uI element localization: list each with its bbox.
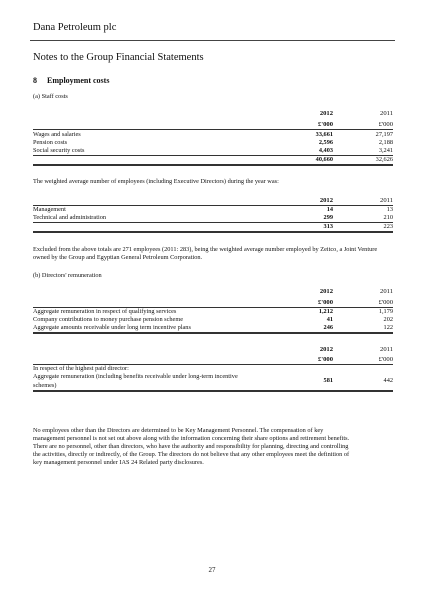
table-header-years: 2012 2011 — [319, 197, 393, 204]
table-double-rule — [33, 332, 393, 334]
table-row: Aggregate remuneration in respect of qualifying services 1,212 1,179 — [33, 308, 393, 315]
table-header-units: £'000 £'000 — [317, 356, 393, 363]
staff-costs-label: (a) Staff costs — [33, 93, 68, 100]
table-total-row: 40,660 32,626 — [315, 156, 393, 163]
unit-2011: £'000 — [378, 121, 393, 128]
section-title: Employment costs — [47, 76, 110, 85]
employees-table — [33, 197, 393, 234]
table-header-units: £'000 £'000 — [317, 299, 393, 306]
table-row: schemes) 581 442 — [33, 377, 393, 389]
key-management-paragraph: No employees other than the Directors are determined to be Key Management Personnel. The compensation of key management personnel is not set out above along with the information concerning their share options and retirement benefits. There are no personnel, other than directors, who have the authority and responsibility for planning, directing and controlling the activities, directly or indirectly, of the Group. The directors do not believe that any other employees meet the definition of key management personnel under IAS 24 Related party disclosures. — [33, 427, 350, 466]
table-double-rule — [33, 390, 393, 392]
table-double-rule — [33, 231, 393, 233]
table-total-row: 313 223 — [323, 223, 393, 230]
directors-label: (b) Directors' remuneration — [33, 272, 102, 279]
table-row: Social security costs 4,403 3,241 — [33, 147, 393, 154]
table-row: Company contributions to money purchase pension scheme 41 202 — [33, 316, 393, 323]
table-header-years — [33, 110, 393, 118]
header-rule — [30, 40, 395, 41]
highest-paid-table — [33, 346, 393, 393]
table-row: Pension costs 2,596 2,188 — [33, 139, 393, 146]
section-heading — [33, 76, 109, 85]
employees-intro: The weighted average number of employees (including Executive Directors) during the year was: — [33, 178, 279, 185]
directors-table — [33, 288, 393, 335]
page-subtitle: Notes to the Group Financial Statements — [33, 52, 204, 63]
table-header-years: 2012 2011 — [319, 288, 393, 295]
year-2012: 2012 — [319, 110, 333, 117]
employees-note: Excluded from the above totals are 271 employees (2011: 283), being the weighted average number employed by Zeitco, a Joint Venture owned by the Group and Egyptian General Petroleum Corporation. — [33, 246, 378, 261]
table-row: Aggregate remuneration (including benefits receivable under long-term incentive — [33, 373, 238, 380]
table-row: In respect of the highest paid director: — [33, 365, 129, 372]
table-rule — [33, 129, 393, 130]
staff-costs-table — [33, 110, 393, 167]
table-double-rule — [33, 164, 393, 166]
section-number: 8 — [33, 76, 37, 85]
table-row: Management 14 13 — [33, 206, 393, 213]
company-name: Dana Petroleum plc — [33, 22, 117, 33]
table-row: Technical and administration 299 210 — [33, 214, 393, 221]
table-row: Aggregate amounts receivable under long term incentive plans 246 122 — [33, 324, 393, 331]
table-row: Wages and salaries 33,661 27,197 — [33, 131, 393, 138]
table-header-years: 2012 2011 — [319, 346, 393, 353]
page-number: 27 — [208, 566, 216, 574]
year-2011: 2011 — [380, 110, 393, 117]
unit-2012: £'000 — [317, 121, 333, 128]
table-header-units — [33, 121, 393, 129]
